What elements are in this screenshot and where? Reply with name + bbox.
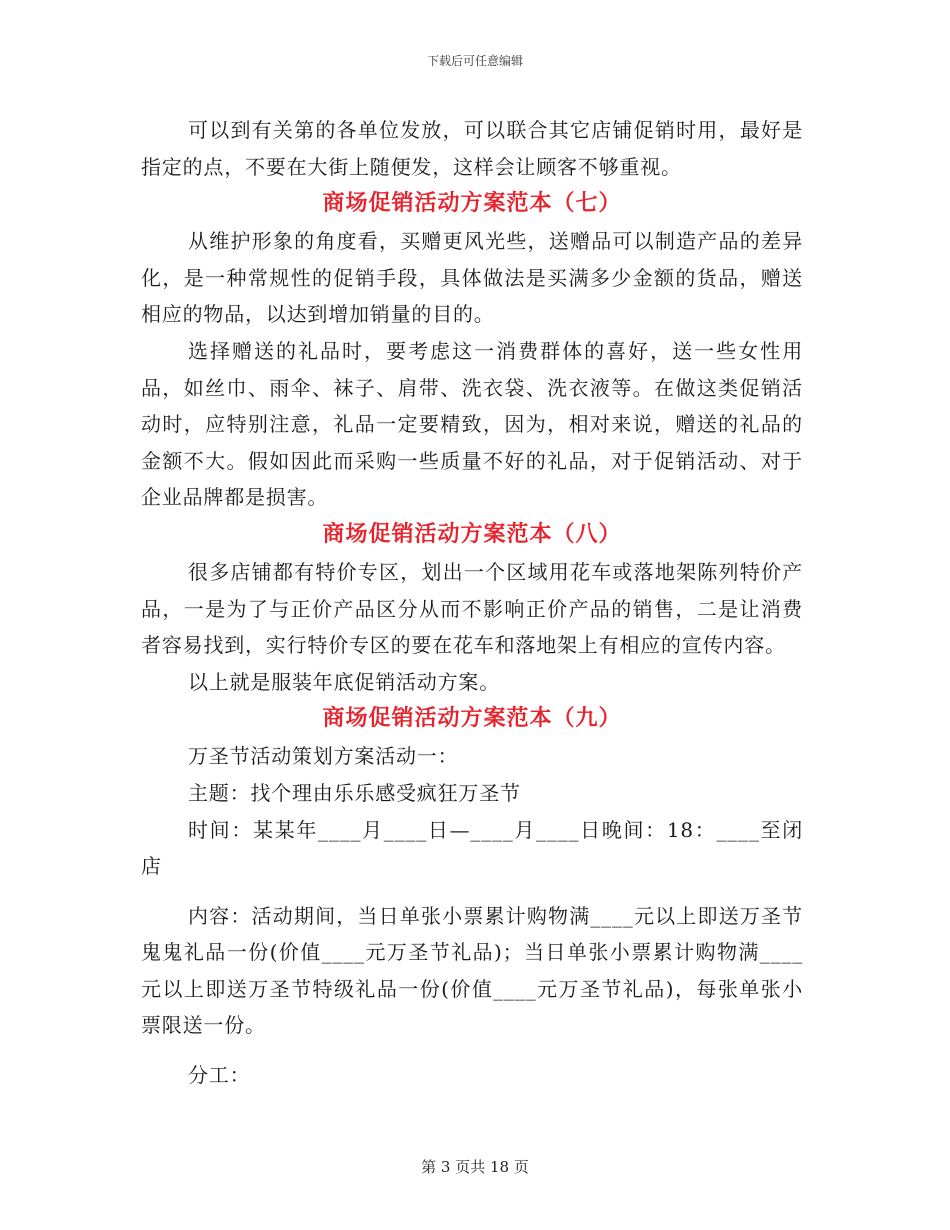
section-title-7: 商场促销活动方案范本（七）: [322, 191, 622, 217]
paragraph: 很多店铺都有特价专区，划出一个区域用花车或落地架陈列特价产品，一是为了与正价产品区分从而不影响正价产品的销售，二是让消费者容易找到，实行特价专区的要在花车和落地架上有相应的宣传内容。: [141, 559, 803, 658]
page-footer: 第 3 页共 18 页: [421, 1158, 529, 1176]
section-title-8: 商场促销活动方案范本（八）: [322, 521, 622, 547]
paragraph: 内容：活动期间，当日单张小票累计购物满____元以上即送万圣节鬼鬼礼品一份(价值____元万圣节礼品)；当日单张小票累计购物满____元以上即送万圣节特级礼品一份(价值____元万圣节礼品)，每张单张小票限送一份。: [141, 903, 803, 1038]
paragraph: 主题：找个理由乐乐感受疯狂万圣节: [188, 780, 521, 805]
spacer: [141, 885, 803, 898]
paragraph: 分工：: [188, 1063, 251, 1088]
page-header: 下载后可任意编辑: [426, 54, 523, 68]
spacer: [141, 1044, 803, 1057]
document-body: [141, 112, 803, 1094]
paragraph: 万圣节活动策划方案活动一：: [188, 744, 459, 769]
section-title-9: 商场促销活动方案范本（九）: [322, 706, 622, 732]
paragraph: 时间：某某年____月____日—____月____日晚间：18：____至闭店: [141, 817, 803, 879]
intro-paragraph: 可以到有关第的各单位发放，可以联合其它店铺促销时用，最好是指定的点，不要在大街上随便发，这样会让顾客不够重视。: [141, 118, 803, 179]
paragraph: 以上就是服装年底促销活动方案。: [188, 669, 500, 694]
paragraph: 选择赠送的礼品时，要考虑这一消费群体的喜好，送一些女性用品，如丝巾、雨伞、袜子、肩带、洗衣袋、洗衣液等。在做这类促销活动时，应特别注意，礼品一定要精致，因为，相对来说，赠送的礼品的金额不大。假如因此而采购一些质量不好的礼品，对于促销活动、对于企业品牌都是损害。: [141, 338, 803, 510]
paragraph: 从维护形象的角度看，买赠更风光些，送赠品可以制造产品的差异化，是一种常规性的促销手段，具体做法是买满多少金额的货品，赠送相应的物品，以达到增加销量的目的。: [141, 229, 803, 327]
